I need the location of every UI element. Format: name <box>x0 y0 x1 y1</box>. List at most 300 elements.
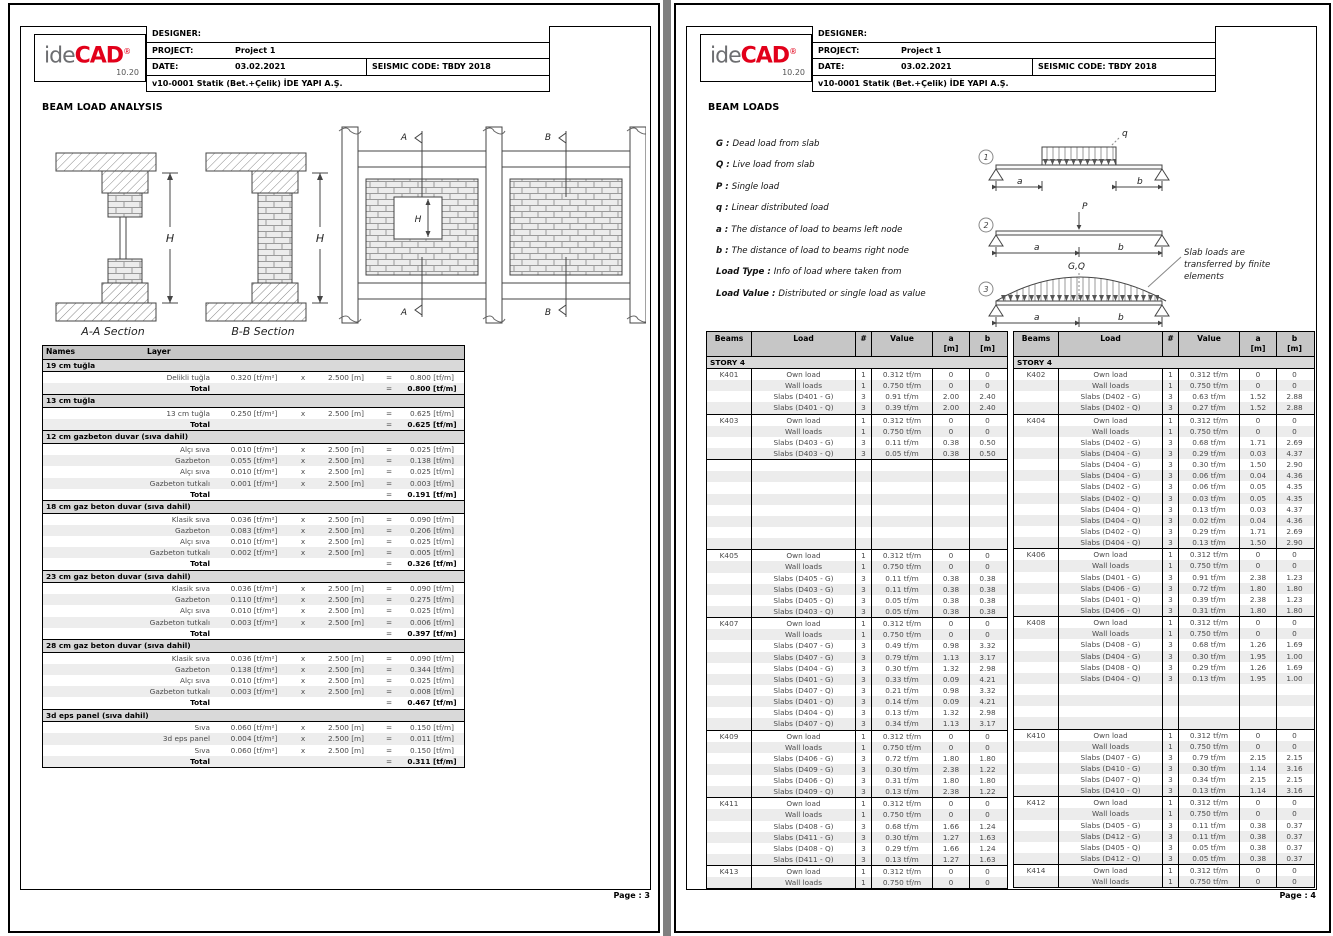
beam-name <box>707 538 751 549</box>
load-count: 3 <box>855 707 871 718</box>
column-header-count: # <box>1162 332 1178 356</box>
dist-a: 2.38 <box>932 764 969 775</box>
designer-label: DESIGNER: <box>152 29 201 38</box>
layer-row <box>43 675 464 686</box>
layer-row <box>43 525 464 536</box>
beam-name <box>1014 537 1058 548</box>
registered-mark-icon: ® <box>789 47 798 56</box>
beam-table-body <box>707 369 1007 888</box>
dist-b: 0.38 <box>969 606 1005 617</box>
beam-name <box>1014 842 1058 853</box>
load-name: Slabs (D406 - G) <box>751 753 855 764</box>
load-name: Wall loads <box>1058 380 1162 391</box>
load-name: Wall loads <box>751 809 855 820</box>
beam-name <box>1014 504 1058 515</box>
load-count: 3 <box>855 640 871 651</box>
load-count: 3 <box>855 718 871 729</box>
dist-a: 0.04 <box>1239 470 1276 481</box>
total-value: 0.467 [tf/m] <box>407 698 457 708</box>
beam-row <box>1014 583 1314 594</box>
times-symbol: x <box>300 653 306 663</box>
load-value: 0.39 tf/m <box>871 402 932 413</box>
date-value: 03.02.2021 <box>235 62 286 71</box>
beam-row <box>1014 369 1314 380</box>
load-value: 0.750 tf/m <box>1178 876 1239 887</box>
beam-name <box>707 640 751 651</box>
beam-row <box>1014 797 1314 808</box>
idecad-logo <box>34 34 146 82</box>
a-dim-label: a <box>1034 313 1040 323</box>
dist-a: 1.52 <box>1239 402 1276 413</box>
dist-b: 4.37 <box>1276 448 1312 459</box>
beam-row <box>707 775 1007 786</box>
dist-b: 0.37 <box>1276 842 1312 853</box>
layer-row <box>43 745 464 756</box>
dist-a: 0 <box>1239 380 1276 391</box>
beam-row <box>1014 695 1314 706</box>
layer-total-row <box>43 383 464 394</box>
beam-row <box>707 786 1007 797</box>
layer-name: Gazbeton tutkalı <box>149 687 210 697</box>
load-name: Own load <box>751 618 855 629</box>
project-label: PROJECT: <box>818 45 860 55</box>
column-header-names: Names <box>46 347 76 356</box>
load-name: Own load <box>751 369 855 380</box>
beam-row <box>707 742 1007 753</box>
column-header-load: Load <box>751 332 855 356</box>
load-count: 3 <box>855 402 871 413</box>
load-name: Slabs (D403 - G) <box>751 584 855 595</box>
beam-name <box>707 561 751 572</box>
layer-section-header: 12 cm gazbeton duvar (sıva dahil) <box>43 430 464 444</box>
load-value <box>1178 706 1239 717</box>
layer-result: 0.090 [tf/m] <box>410 514 454 524</box>
bb-section-label: B-B Section <box>231 325 295 338</box>
beam-name <box>1014 572 1058 583</box>
load-value: 0.06 tf/m <box>1178 481 1239 492</box>
load-count: 3 <box>855 685 871 696</box>
legend-definitions <box>716 139 926 310</box>
beam-row <box>707 391 1007 402</box>
load-name: Own load <box>1058 865 1162 876</box>
definition-term: b <box>716 245 723 256</box>
load-name <box>751 471 855 482</box>
load-value: 0.30 tf/m <box>871 663 932 674</box>
beam-row <box>1014 426 1314 437</box>
beam-row <box>707 640 1007 651</box>
beam-name <box>1014 481 1058 492</box>
layer-height: 2.500 [m] <box>327 745 364 755</box>
load-value: 0.30 tf/m <box>871 832 932 843</box>
beam-row <box>1014 752 1314 763</box>
dist-a: 1.13 <box>932 652 969 663</box>
load-value: 0.13 tf/m <box>871 707 932 718</box>
diagram-number-1: 1 <box>983 153 989 162</box>
load-value: 0.750 tf/m <box>1178 741 1239 752</box>
definition-item <box>716 246 926 267</box>
load-name <box>751 494 855 505</box>
load-count: 3 <box>855 775 871 786</box>
total-label: Total <box>190 384 210 394</box>
dist-a: 1.52 <box>1239 391 1276 402</box>
equals-symbol: = <box>385 653 393 663</box>
equals-symbol: = <box>385 456 393 466</box>
beam-name: K408 <box>1026 618 1046 628</box>
load-value: 0.30 tf/m <box>1178 651 1239 662</box>
dist-a: 0 <box>1239 876 1276 887</box>
load-name: Wall loads <box>1058 741 1162 752</box>
beam-row <box>707 426 1007 437</box>
load-count: 1 <box>855 798 871 809</box>
layer-unit-weight: 0.001 [tf/m²] <box>230 478 278 488</box>
load-value: 0.79 tf/m <box>1178 752 1239 763</box>
load-value <box>871 471 932 482</box>
dist-a: 2.38 <box>932 786 969 797</box>
dist-b: 1.23 <box>1276 594 1312 605</box>
layer-height: 2.500 [m] <box>327 536 364 546</box>
load-name: Slabs (D412 - Q) <box>1058 853 1162 864</box>
seismic-code-cell <box>367 59 549 75</box>
beam-name <box>707 742 751 753</box>
load-value <box>871 482 932 493</box>
load-count: 3 <box>1162 583 1178 594</box>
load-count <box>855 516 871 527</box>
layer-result: 0.625 [tf/m] <box>410 409 454 419</box>
layer-row <box>43 686 464 697</box>
dist-b: 2.88 <box>1276 402 1312 413</box>
layer-result: 0.800 [tf/m] <box>410 373 454 383</box>
beam-name <box>707 595 751 606</box>
dist-b <box>969 516 1005 527</box>
dist-a: 1.32 <box>932 663 969 674</box>
load-count: 1 <box>855 742 871 753</box>
load-value: 0.13 tf/m <box>1178 673 1239 684</box>
dist-b: 1.00 <box>1276 651 1312 662</box>
dist-a: 0.03 <box>1239 448 1276 459</box>
load-count <box>855 482 871 493</box>
dist-b: 0.50 <box>969 437 1005 448</box>
dist-b: 2.98 <box>969 663 1005 674</box>
beam-row <box>707 538 1007 549</box>
load-count: 1 <box>855 866 871 877</box>
dist-a: 0.38 <box>932 448 969 459</box>
beam-name <box>707 718 751 729</box>
load-count: 3 <box>1162 752 1178 763</box>
load-value: 0.312 tf/m <box>1178 415 1239 426</box>
date-label: DATE: <box>818 62 845 71</box>
load-name: Own load <box>1058 730 1162 741</box>
beam-row <box>1014 651 1314 662</box>
load-name: Slabs (D406 - G) <box>1058 583 1162 594</box>
load-value: 0.33 tf/m <box>871 674 932 685</box>
b-dim-label: b <box>1118 313 1124 323</box>
beam-row <box>707 482 1007 493</box>
layer-unit-weight: 0.002 [tf/m²] <box>230 548 278 558</box>
times-symbol: x <box>300 514 306 524</box>
load-value: 0.91 tf/m <box>1178 572 1239 583</box>
layer-height: 2.500 [m] <box>327 687 364 697</box>
equals-symbol: = <box>385 548 393 558</box>
layer-height: 2.500 [m] <box>327 525 364 535</box>
dist-b: 1.63 <box>969 854 1005 865</box>
beam-name <box>1014 560 1058 571</box>
dist-b: 0 <box>969 415 1005 426</box>
beam-diagram-2 <box>979 202 1169 257</box>
layer-result: 0.150 [tf/m] <box>410 745 454 755</box>
dist-a: 0 <box>932 877 969 888</box>
layer-row <box>43 547 464 558</box>
dist-b: 0 <box>969 380 1005 391</box>
diagram-number-3: 3 <box>983 285 989 294</box>
aa-section-drawing <box>56 153 178 338</box>
dist-b: 0 <box>969 561 1005 572</box>
load-count <box>1162 684 1178 695</box>
load-value <box>871 494 932 505</box>
a-dim-label: a <box>1034 243 1040 253</box>
layer-result: 0.344 [tf/m] <box>410 664 454 674</box>
beam-name <box>1014 820 1058 831</box>
load-name: Slabs (D401 - Q) <box>751 402 855 413</box>
times-symbol: x <box>300 478 306 488</box>
beam-block <box>707 618 1007 730</box>
version-row <box>147 76 549 93</box>
dist-a: 1.66 <box>932 821 969 832</box>
equals-symbol: = <box>385 525 393 535</box>
layer-row <box>43 605 464 616</box>
layer-height: 2.500 [m] <box>327 584 364 594</box>
times-symbol: x <box>300 467 306 477</box>
beam-name <box>1014 695 1058 706</box>
beam-row <box>707 402 1007 413</box>
dist-a <box>1239 706 1276 717</box>
beam-name <box>1014 774 1058 785</box>
load-count: 3 <box>1162 853 1178 864</box>
layer-section-header: 3d eps panel (sıva dahil) <box>43 709 464 723</box>
load-count: 3 <box>1162 820 1178 831</box>
load-name: Slabs (D410 - Q) <box>1058 785 1162 796</box>
h-dimension-label: H <box>414 215 422 225</box>
layer-result: 0.025 [tf/m] <box>410 536 454 546</box>
dist-a: 0 <box>1239 560 1276 571</box>
dist-a: 0 <box>932 550 969 561</box>
equals-symbol: = <box>385 595 393 605</box>
beam-row <box>1014 605 1314 616</box>
load-value: 0.03 tf/m <box>1178 493 1239 504</box>
dist-a: 0.38 <box>932 437 969 448</box>
beam-name <box>707 471 751 482</box>
dist-b: 4.37 <box>1276 504 1312 515</box>
times-symbol: x <box>300 595 306 605</box>
load-name <box>1058 706 1162 717</box>
load-name: Slabs (D409 - Q) <box>751 786 855 797</box>
registered-mark-icon: ® <box>123 47 132 56</box>
load-value: 0.312 tf/m <box>871 550 932 561</box>
dist-a: 1.50 <box>1239 459 1276 470</box>
b-dim-label: b <box>1118 243 1124 253</box>
layer-total-row <box>43 489 464 500</box>
beam-diagram-1 <box>979 129 1169 191</box>
beam-block <box>1014 865 1314 887</box>
beam-name <box>1014 628 1058 639</box>
load-value: 0.11 tf/m <box>871 584 932 595</box>
beam-row <box>1014 876 1314 887</box>
dist-a: 0 <box>1239 741 1276 752</box>
date-value: 03.02.2021 <box>901 62 952 71</box>
load-count: 3 <box>855 854 871 865</box>
equals-symbol: = <box>385 373 393 383</box>
slab-note-line-1: Slab loads are <box>1184 248 1245 258</box>
dist-a: 0 <box>932 809 969 820</box>
load-name: Slabs (D407 - Q) <box>1058 774 1162 785</box>
load-name: Wall loads <box>751 380 855 391</box>
dist-b: 4.21 <box>969 674 1005 685</box>
load-count: 1 <box>1162 741 1178 752</box>
column-header-b: b [m] <box>1276 332 1312 356</box>
beam-row <box>707 753 1007 764</box>
load-count: 1 <box>1162 730 1178 741</box>
layer-total-row <box>43 697 464 708</box>
layer-row <box>43 617 464 628</box>
dist-b: 0 <box>1276 628 1312 639</box>
dist-a: 0 <box>1239 865 1276 876</box>
definition-text: Dead load from slab <box>732 139 820 149</box>
dist-b: 0 <box>1276 808 1312 819</box>
dist-a <box>932 494 969 505</box>
load-value <box>871 516 932 527</box>
dist-b: 1.80 <box>969 753 1005 764</box>
version-row <box>813 76 1215 93</box>
beam-row <box>707 809 1007 820</box>
beam-row <box>707 854 1007 865</box>
version-line: v10-0001 Statik (Bet.+Çelik) İDE YAPI A.Ş. <box>152 78 343 88</box>
beam-name <box>707 663 751 674</box>
dist-a: 0.38 <box>932 595 969 606</box>
load-value: 0.30 tf/m <box>1178 763 1239 774</box>
beam-row <box>707 460 1007 471</box>
load-value <box>1178 717 1239 728</box>
load-count <box>855 494 871 505</box>
dist-a: 2.38 <box>1239 572 1276 583</box>
beam-name <box>1014 752 1058 763</box>
beam-name <box>1014 785 1058 796</box>
beam-row <box>1014 594 1314 605</box>
beam-name <box>707 877 751 888</box>
load-name: Slabs (D409 - G) <box>751 764 855 775</box>
layer-height: 2.500 [m] <box>327 664 364 674</box>
dist-b <box>1276 695 1312 706</box>
load-value: 0.11 tf/m <box>1178 831 1239 842</box>
layer-section-header: 18 cm gaz beton duvar (sıva dahil) <box>43 500 464 514</box>
layer-section-header: 28 cm gaz beton duvar (sıva dahil) <box>43 639 464 653</box>
load-count: 3 <box>1162 605 1178 616</box>
load-count: 3 <box>855 448 871 459</box>
beam-name <box>1014 437 1058 448</box>
load-count <box>1162 717 1178 728</box>
beam-block <box>707 415 1007 461</box>
load-name: Slabs (D404 - Q) <box>1058 515 1162 526</box>
column-header-beams: Beams <box>1021 334 1051 343</box>
load-value: 0.11 tf/m <box>871 437 932 448</box>
beam-name <box>707 448 751 459</box>
layer-name: 3d eps panel <box>162 734 210 744</box>
dist-b: 2.69 <box>1276 526 1312 537</box>
dist-a: 0 <box>1239 808 1276 819</box>
beam-row <box>707 866 1007 877</box>
load-count: 1 <box>1162 617 1178 628</box>
dist-b: 1.00 <box>1276 673 1312 684</box>
times-symbol: x <box>300 445 306 455</box>
story-row: STORY 4 <box>1014 357 1314 369</box>
times-symbol: x <box>300 584 306 594</box>
beam-name: K404 <box>1026 415 1046 425</box>
beam-row <box>707 877 1007 888</box>
dist-a: 0.04 <box>1239 515 1276 526</box>
dist-b: 2.88 <box>1276 391 1312 402</box>
load-name: Own load <box>1058 369 1162 380</box>
load-name: Slabs (D402 - Q) <box>1058 493 1162 504</box>
dist-a: 0.38 <box>1239 831 1276 842</box>
beam-name <box>707 775 751 786</box>
seismic-code: SEISMIC CODE: TBDY 2018 <box>372 62 491 71</box>
definition-text: Linear distributed load <box>731 203 829 214</box>
beam-name <box>1014 876 1058 887</box>
total-value: 0.311 [tf/m] <box>407 756 457 766</box>
layer-name: Klasik sıva <box>171 584 210 594</box>
beam-row <box>1014 560 1314 571</box>
dist-b: 1.80 <box>969 775 1005 786</box>
beam-name <box>1014 662 1058 673</box>
bb-section-drawing <box>206 153 328 338</box>
load-count: 1 <box>855 561 871 572</box>
load-value: 0.750 tf/m <box>1178 628 1239 639</box>
times-symbol: x <box>300 745 306 755</box>
layer-row <box>43 466 464 477</box>
dist-b: 1.69 <box>1276 639 1312 650</box>
load-count: 3 <box>1162 470 1178 481</box>
layer-unit-weight: 0.138 [tf/m²] <box>230 664 278 674</box>
dist-b <box>969 471 1005 482</box>
dist-b: 0 <box>969 742 1005 753</box>
layer-unit-weight: 0.010 [tf/m²] <box>230 676 278 685</box>
layer-row <box>43 733 464 744</box>
definition-separator: : <box>722 181 732 192</box>
dist-b: 3.17 <box>969 652 1005 663</box>
dist-b: 3.32 <box>969 685 1005 696</box>
definition-item <box>716 160 926 181</box>
dist-b: 0 <box>1276 426 1312 437</box>
dist-b: 3.17 <box>969 718 1005 729</box>
layer-name: Gazbeton tutkalı <box>149 617 210 627</box>
load-name: Wall loads <box>1058 876 1162 887</box>
dist-a: 0 <box>932 798 969 809</box>
load-count <box>855 538 871 549</box>
dist-a: 2.38 <box>1239 594 1276 605</box>
beam-block <box>707 866 1007 888</box>
load-name: Slabs (D404 - G) <box>751 663 855 674</box>
load-count: 1 <box>855 426 871 437</box>
beam-row <box>1014 572 1314 583</box>
equals-symbol: = <box>385 628 393 638</box>
beam-name <box>707 437 751 448</box>
beam-diagram-3 <box>979 248 1270 327</box>
dist-a: 0 <box>932 415 969 426</box>
beam-row <box>707 471 1007 482</box>
definition-term: Load Value <box>716 288 769 299</box>
definition-text: Distributed or single load as value <box>778 288 926 299</box>
beam-name <box>1014 594 1058 605</box>
beam-name: K402 <box>1026 370 1046 379</box>
equals-symbol: = <box>385 723 393 733</box>
